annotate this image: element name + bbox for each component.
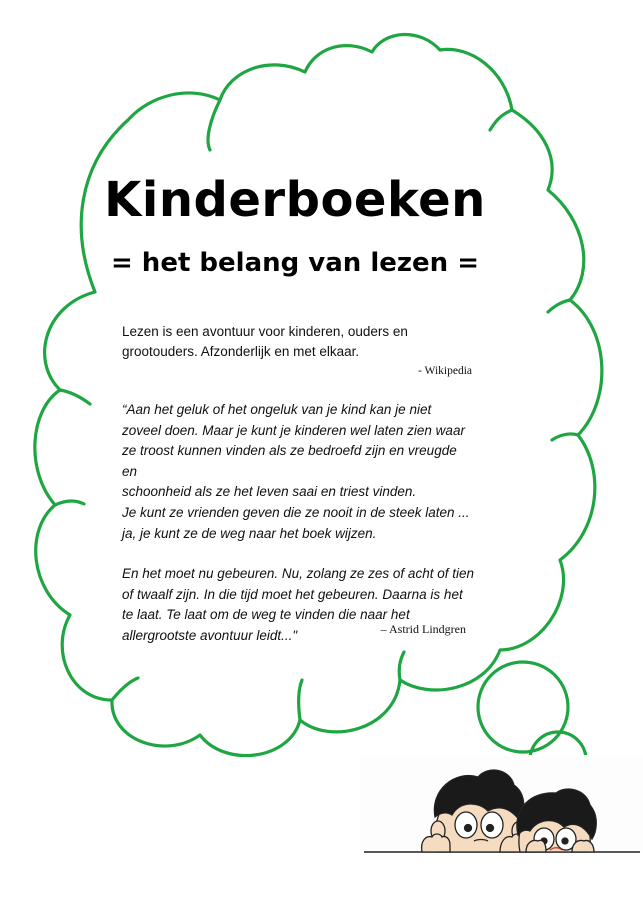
- quote-block: [122, 400, 474, 647]
- quote-line: En het moet nu gebeuren. Nu, zolang ze zes of acht of tien: [122, 566, 474, 582]
- quote-line: allergrootste avontuur leidt...": [122, 627, 298, 643]
- intro-source: - Wikipedia: [418, 365, 472, 377]
- quote-line: ze troost kunnen vinden als ze bedroefd zijn en vreugde en: [122, 443, 457, 479]
- quote-line: zoveel doen. Maar je kunt je kinderen wel laten zien waar: [122, 422, 465, 438]
- page-title: Kinderboeken: [104, 172, 486, 228]
- quote-line: te laat. Te laat om de weg te vinden die naar het: [122, 607, 410, 623]
- quote-line: ja, je kunt ze de weg naar het boek wijzen.: [122, 525, 377, 541]
- page-subtitle: = het belang van lezen =: [110, 248, 480, 278]
- intro-line: grootouders. Afzonderlijk en met elkaar.: [122, 344, 360, 359]
- quote-line: “Aan het geluk of het ongeluk van je kind kan je niet: [122, 402, 432, 417]
- quote-line: Je kunt ze vrienden geven die ze nooit in de steek laten ...: [122, 504, 470, 520]
- intro-text: [122, 322, 472, 380]
- quote-line: schoonheid als ze het leven saai en triest vinden.: [122, 484, 417, 500]
- intro-line: Lezen is een avontuur voor kinderen, ouders en: [122, 324, 408, 339]
- two-kids-peeking-icon: [360, 755, 643, 907]
- quote-line: of twaalf zijn. In die tijd moet het gebeuren. Daarna is het: [122, 586, 463, 602]
- quote-author: – Astrid Lindgren: [380, 622, 466, 636]
- quote-paragraph-1: [122, 400, 474, 544]
